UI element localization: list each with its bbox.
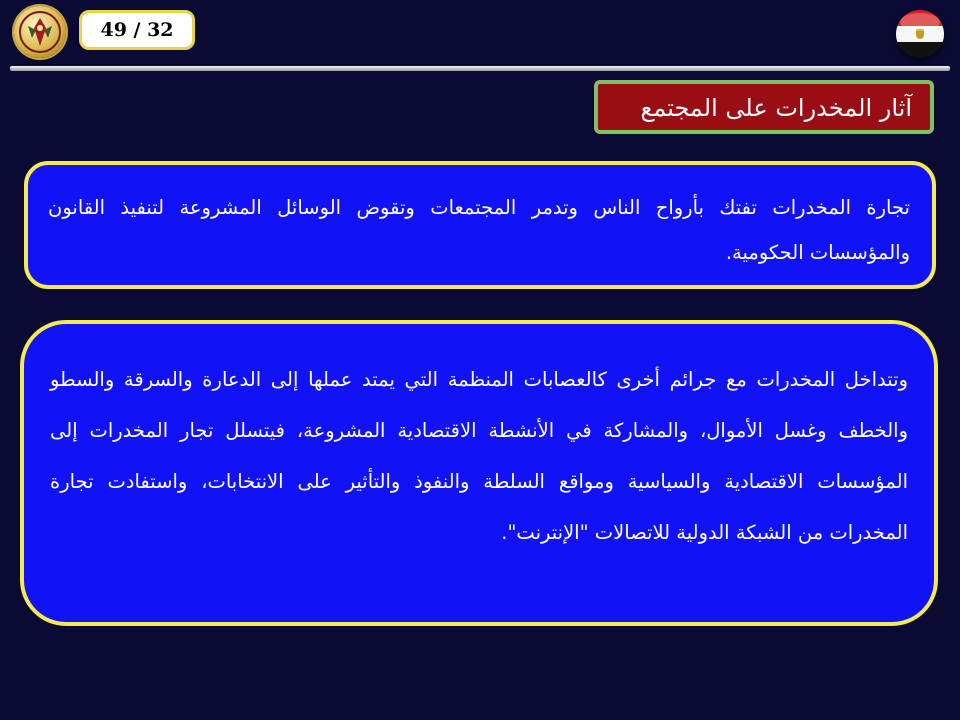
egypt-flag-icon: [896, 10, 944, 58]
paragraph-box-2: [20, 320, 938, 626]
slide-title: آثار المخدرات على المجتمع: [594, 80, 934, 134]
paragraph-box-1: [24, 161, 936, 289]
emblem-icon: [14, 6, 66, 58]
paragraph-text-2: وتتداخل المخدرات مع جرائم أخرى كالعصابات المنظمة التي يمتد عملها إلى الدعارة والسرقة والسطو والخطف وغسل الأموال، والمشاركة في الأنشطة الاقتصادية المشروعة، فيتسلل تجار المخدرات إلى المؤسسات الاقتصادية والسياسية ومواقع السلطة والنفوذ والتأثير على الانتخابات، واستفادت تجارة المخدرات من الشبكة الدولية للاتصالات "الإنترنت".: [50, 368, 908, 544]
header-divider: [10, 66, 950, 71]
page-counter: 49 / 32: [79, 10, 195, 50]
paragraph-text-1: تجارة المخدرات تفتك بأرواح الناس وتدمر المجتمعات وتقوض الوسائل المشروعة لتنفيذ القانون والمؤسسات الحكومية.: [48, 196, 910, 264]
